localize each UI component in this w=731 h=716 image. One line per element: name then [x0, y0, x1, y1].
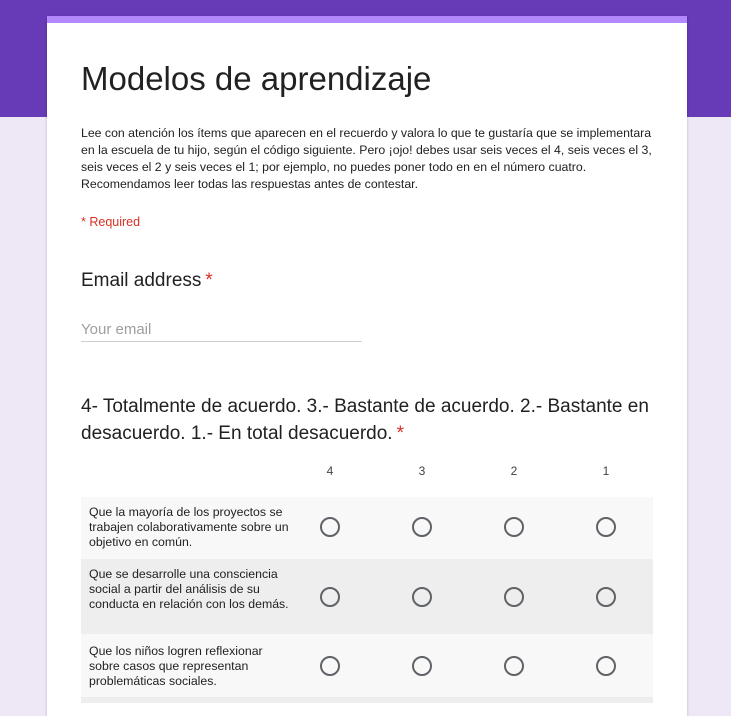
- radio-row2-col4[interactable]: [320, 587, 340, 607]
- radio-row3-col4[interactable]: [320, 656, 340, 676]
- grid-row: [81, 697, 653, 703]
- grid-row-label: Que se desarrolle una consciencia social a partir del análisis de su conducta en relación con los demás.: [89, 567, 289, 611]
- form-description: Lee con atención los ítems que aparecen en el recuerdo y valora lo que te gustaría que se implementara en la escuela de tu hijo, según el código siguiente. Pero ¡ojo! debes usar seis veces el 4, seis veces el 3, seis veces el 2 y seis veces el 1; por ejemplo, no puedes poner todo en en el número cuatro. Recomendamos leer todas las respuestas antes de contestar.: [81, 126, 652, 191]
- radio-row3-col3[interactable]: [412, 656, 432, 676]
- column-header-4: 4: [326, 464, 334, 478]
- column-header-3: 3: [418, 464, 426, 478]
- column-header-2: 2: [510, 464, 518, 478]
- grid-question-title: [81, 393, 671, 447]
- email-question-title: [81, 267, 213, 294]
- grid-row: [81, 634, 653, 697]
- form-card: [47, 16, 687, 716]
- radio-row2-col2[interactable]: [504, 587, 524, 607]
- radio-row2-col3[interactable]: [412, 587, 432, 607]
- email-input[interactable]: [81, 317, 362, 342]
- grid-row: [81, 559, 653, 634]
- radio-row1-col2[interactable]: [504, 517, 524, 537]
- grid-row-label: Que la mayoría de los proyectos se trabajen colaborativamente sobre un objetivo en común.: [89, 505, 289, 549]
- required-star: *: [205, 270, 213, 291]
- radio-row2-col1[interactable]: [596, 587, 616, 607]
- radio-row1-col3[interactable]: [412, 517, 432, 537]
- card-accent-bar: [47, 16, 687, 23]
- required-star: *: [396, 423, 404, 444]
- form-title: Modelos de aprendizaje: [81, 60, 432, 97]
- radio-row1-col4[interactable]: [320, 517, 340, 537]
- radio-row3-col1[interactable]: [596, 656, 616, 676]
- radio-row1-col1[interactable]: [596, 517, 616, 537]
- grid-row: [81, 497, 653, 559]
- grid-question-label: 4- Totalmente de acuerdo. 3.- Bastante de acuerdo. 2.- Bastante en desacuerdo. 1.- En total desacuerdo.: [81, 396, 649, 444]
- required-note: * Required: [81, 215, 141, 229]
- email-question-label: Email address: [81, 270, 202, 291]
- radio-row3-col2[interactable]: [504, 656, 524, 676]
- column-header-1: 1: [602, 464, 610, 478]
- grid-row-label: Que los niños logren reflexionar sobre casos que representan problemáticas sociales.: [89, 644, 263, 688]
